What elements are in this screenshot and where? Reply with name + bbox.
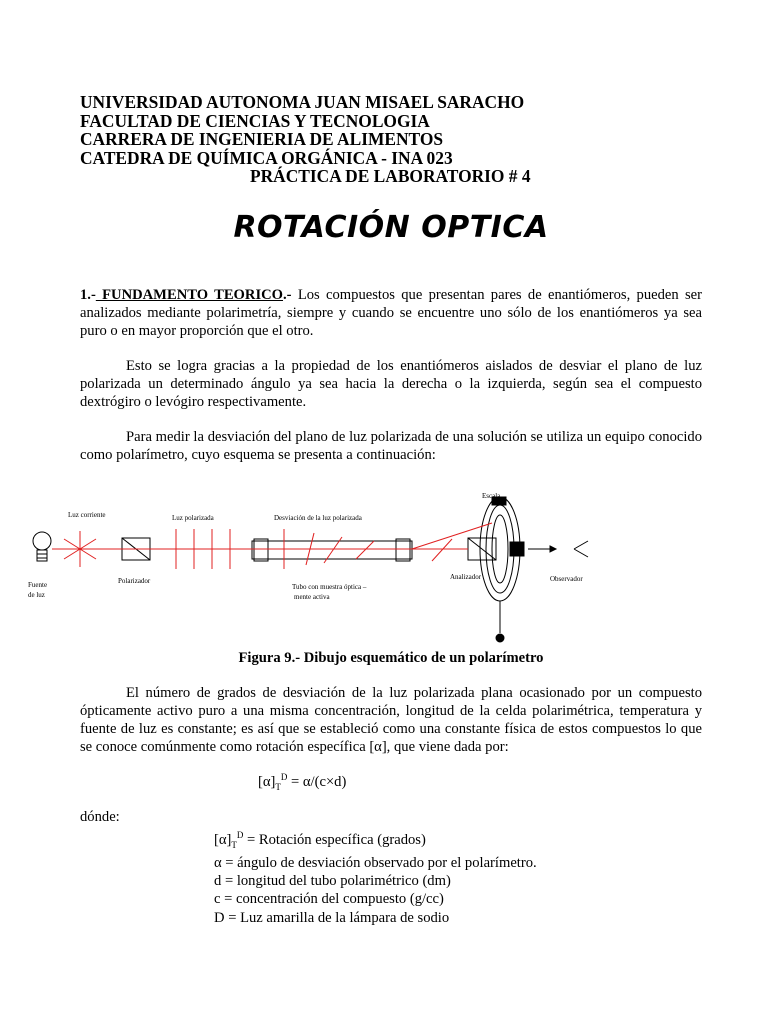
def-sup: D bbox=[236, 830, 244, 840]
label-tubo-1: Tubo con muestra óptica – bbox=[292, 583, 367, 591]
document-title: ROTACIÓN OPTICA bbox=[233, 210, 549, 245]
figure-caption: Figura 9.- Dibujo esquemático de un polarímetro bbox=[238, 650, 544, 666]
formula-alpha: [α] bbox=[258, 773, 276, 790]
light-bulb-icon bbox=[33, 532, 51, 561]
def-alpha: [α] bbox=[214, 831, 232, 848]
def-sub: T bbox=[231, 839, 237, 850]
definition-alpha: α = ángulo de desviación observado por el polarímetro. bbox=[214, 854, 537, 871]
paragraph-2: Esto se logra gracias a la propiedad de los enantiómeros aislados de desviar el plano de luz polarizada un determinado ángulo ya sea hacia la derecha o la izquierda, según sea el compuesto dextrógiro o levógiro respectivamente. bbox=[80, 358, 702, 411]
formula-sup: D bbox=[280, 772, 288, 782]
label-luz-corriente: Luz corriente bbox=[68, 511, 106, 519]
definition-D: D = Luz amarilla de la lámpara de sodio bbox=[214, 909, 450, 926]
label-polarizador: Polarizador bbox=[118, 577, 151, 585]
definition-d: d = longitud del tubo polarimétrico (dm) bbox=[214, 873, 451, 890]
donde-label: dónde: bbox=[80, 809, 120, 825]
label-fuente-1: Fuente bbox=[28, 581, 48, 589]
definition-specific-rotation bbox=[214, 826, 537, 854]
paragraph-3: Para medir la desviación del plano de luz polarizada de una solución se utiliza un equipo conocido como polarímetro, cuyo esquema se presenta a continuación: bbox=[80, 429, 702, 464]
institution-header bbox=[80, 93, 702, 186]
section-1-text: Los compuestos que presentan pares de enantiómeros, pueden ser analizados mediante polarimetría, siempre y cuando se encuentre uno sólo de los enantiómeros ya sea puro o en mayor proporción que el otro. bbox=[80, 287, 702, 340]
label-escala: Escala bbox=[482, 492, 501, 500]
label-fuente-2: de luz bbox=[28, 591, 45, 599]
header-university: UNIVERSIDAD AUTONOMA JUAN MISAEL SARACHO bbox=[80, 92, 525, 112]
polarimeter-diagram bbox=[22, 483, 682, 653]
section-heading: FUNDAMENTO TEORICO bbox=[95, 287, 284, 303]
formula-sub: T bbox=[275, 781, 281, 792]
def-text: = Rotación específica (grados) bbox=[243, 831, 426, 848]
paragraph-4: El número de grados de desviación de la luz polarizada plana ocasionado por un compuesto ópticamente activo puro a una misma concentración, longitud de la celda polarimétrica, temperatura y fuente de luz es constante; es así que se estableció como una constante física de estos compuestos lo que se conoce comúnmente como rotación específica [α], que viene dada por: bbox=[80, 685, 702, 756]
specific-rotation-formula bbox=[258, 772, 346, 792]
light-beam bbox=[52, 523, 492, 569]
label-desviacion: Desviación de la luz polarizada bbox=[274, 514, 362, 522]
definitions-list bbox=[214, 826, 537, 927]
header-faculty: FACULTAD DE CIENCIAS Y TECNOLOGIA bbox=[80, 110, 430, 131]
formula-rhs: = α/(c×d) bbox=[287, 773, 347, 790]
sample-tube bbox=[252, 539, 412, 561]
header-chair: CATEDRA DE QUÍMICA ORGÁNICA - INA 023 bbox=[80, 147, 453, 168]
header-career: CARRERA DE INGENIERIA DE ALIMENTOS bbox=[80, 129, 444, 150]
label-luz-polarizada: Luz polarizada bbox=[172, 514, 214, 522]
observer-eye-icon bbox=[574, 541, 588, 557]
scale-disk bbox=[480, 497, 520, 642]
section-heading-suffix: .- bbox=[283, 287, 292, 303]
definition-c: c = concentración del compuesto (g/cc) bbox=[214, 891, 444, 908]
header-practice: PRÁCTICA DE LABORATORIO # 4 bbox=[250, 166, 531, 187]
section-1-paragraph bbox=[80, 286, 702, 340]
label-analizador: Analizador bbox=[450, 573, 482, 581]
section-number: 1.- bbox=[80, 287, 96, 303]
label-tubo-2: mente activa bbox=[294, 593, 330, 601]
label-observador: Observador bbox=[550, 575, 583, 583]
eyepiece bbox=[510, 542, 524, 556]
